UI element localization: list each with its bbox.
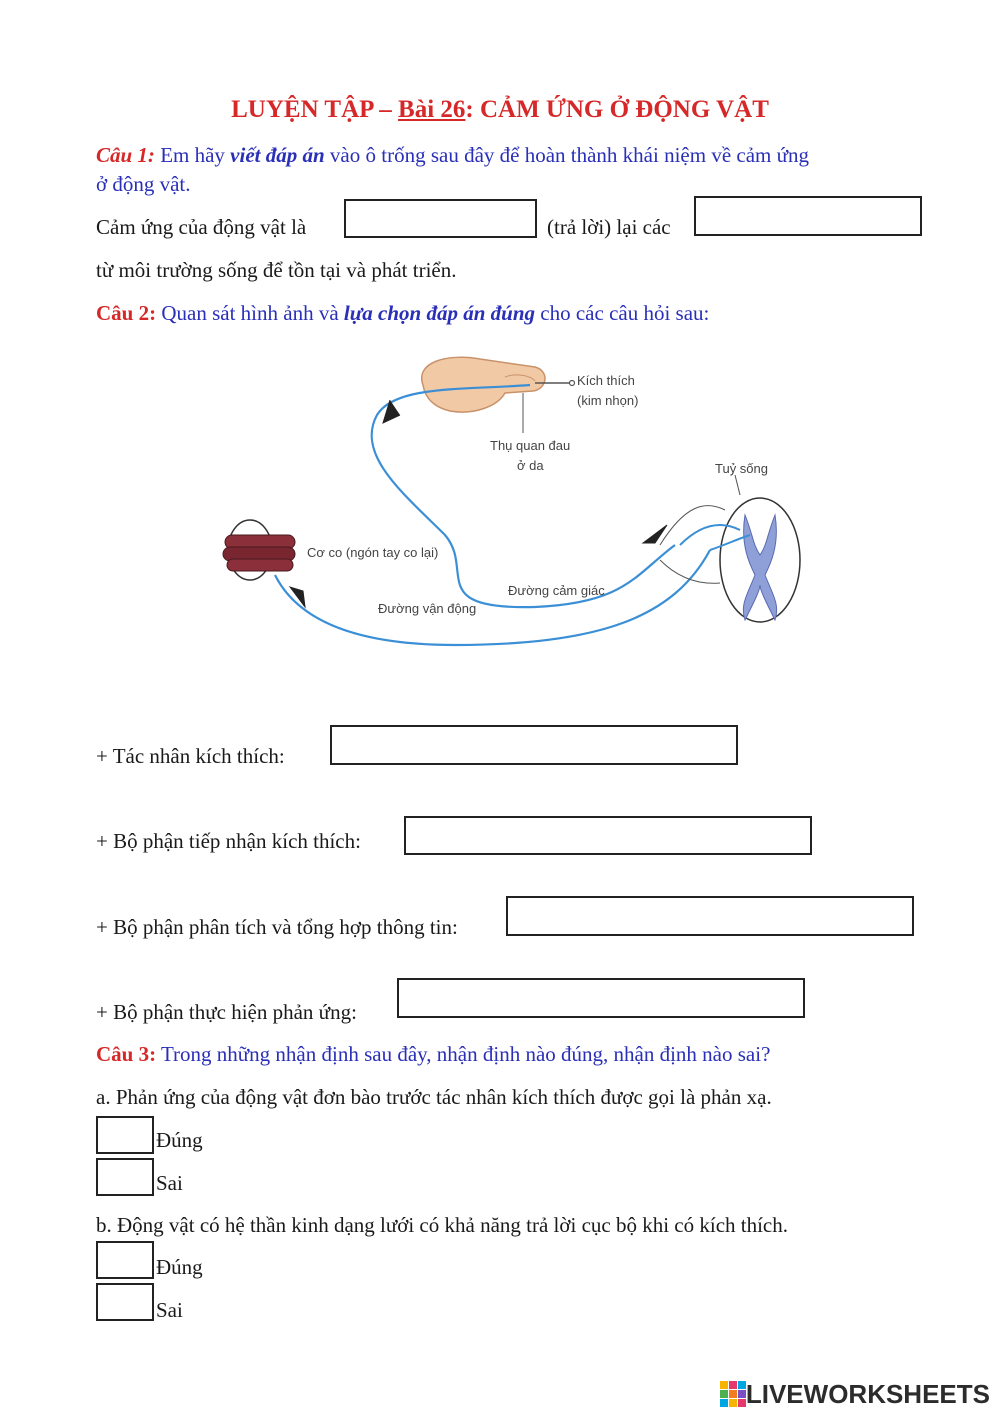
q1-prompt: Câu 1: Em hãy viết đáp án vào ô trống sau đây để hoàn thành khái niệm về cảm ứng [96, 143, 810, 167]
q2-answer-box-4[interactable] [397, 978, 805, 1018]
q3b-false-checkbox[interactable] [96, 1283, 154, 1321]
page-title: LUYỆN TẬP – Bài 26: CẢM ỨNG Ở ĐỘNG VẬT [231, 96, 769, 123]
q1-line2: từ môi trường sống để tồn tại và phát triển. [96, 258, 457, 282]
q1-answer-box-2[interactable] [694, 196, 922, 236]
label-spinal-cord: Tuỷ sống [715, 461, 768, 476]
q2-prompt: Câu 2: Quan sát hình ảnh và lựa chọn đáp án đúng cho các câu hỏi sau: [96, 301, 710, 325]
q3a-true-checkbox[interactable] [96, 1116, 154, 1154]
q2-answer-box-2[interactable] [404, 816, 812, 855]
q2-item-1: + Tác nhân kích thích: [96, 744, 285, 768]
liveworksheets-logo-icon [720, 1381, 746, 1407]
label-sensory-pathway: Đường cảm giác [508, 583, 605, 598]
q1-prompt-cont: ở động vật. [96, 172, 191, 196]
label-muscle: Cơ co (ngón tay co lại) [307, 545, 439, 560]
liveworksheets-brand: LIVEWORKSHEETS [745, 1378, 990, 1409]
label-receptor: Thụ quan đau [490, 438, 571, 453]
motor-pathway [275, 550, 710, 645]
q2-item-3: + Bộ phận phân tích và tổng hợp thông tin: [96, 915, 458, 939]
q2-answer-input-2[interactable] [406, 818, 810, 853]
liveworksheets-logo [720, 1379, 990, 1409]
q2-answer-input-4[interactable] [399, 980, 803, 1016]
q2-answer-box-3[interactable] [506, 896, 914, 936]
q2-answer-box-1[interactable] [330, 725, 738, 765]
q3b-true-label: Đúng [156, 1255, 203, 1279]
label-receptor-2: ở da [517, 458, 544, 473]
arrow-icon [383, 400, 400, 423]
q1-answer-input-1[interactable] [346, 201, 535, 236]
q3-statement-a: a. Phản ứng của động vật đơn bào trước tác nhân kích thích được gọi là phản xạ. [96, 1085, 772, 1109]
q3-label: Câu 3: [96, 1042, 157, 1066]
q3-statement-b: b. Động vật có hệ thần kinh dạng lưới có khả năng trả lời cục bộ khi có kích thích. [96, 1213, 789, 1237]
q2-item-2: + Bộ phận tiếp nhận kích thích: [96, 829, 361, 853]
q3a-false-checkbox[interactable] [96, 1158, 154, 1196]
q2-label: Câu 2: [96, 301, 157, 325]
label-stimulus: Kích thích [577, 373, 635, 388]
q3b-true-checkbox[interactable] [96, 1241, 154, 1279]
q1-label: Câu 1: [96, 143, 155, 167]
q1-answer-input-2[interactable] [696, 198, 920, 234]
q3a-true-label: Đúng [156, 1128, 203, 1152]
label-motor-pathway: Đường vận động [378, 601, 477, 616]
lesson-number: Bài 26 [398, 96, 466, 123]
spinal-cord [660, 475, 800, 622]
q3a-false-label: Sai [156, 1171, 183, 1195]
muscle [223, 520, 295, 580]
q1-answer-box-1[interactable] [344, 199, 537, 238]
q1-line1-mid: (trả lời) lại các [547, 215, 671, 239]
q3b-false-label: Sai [156, 1298, 183, 1322]
q3-prompt: Câu 3: Trong những nhận định sau đây, nhận định nào đúng, nhận định nào sai? [96, 1042, 771, 1066]
q2-answer-input-3[interactable] [508, 898, 912, 934]
reflex-arc-diagram [205, 345, 805, 675]
q2-answer-input-1[interactable] [332, 727, 736, 763]
q1-line1-start: Cảm ứng của động vật là [96, 215, 307, 239]
q2-item-4: + Bộ phận thực hiện phản ứng: [96, 1000, 357, 1024]
label-stimulus-2: (kim nhọn) [577, 393, 639, 408]
